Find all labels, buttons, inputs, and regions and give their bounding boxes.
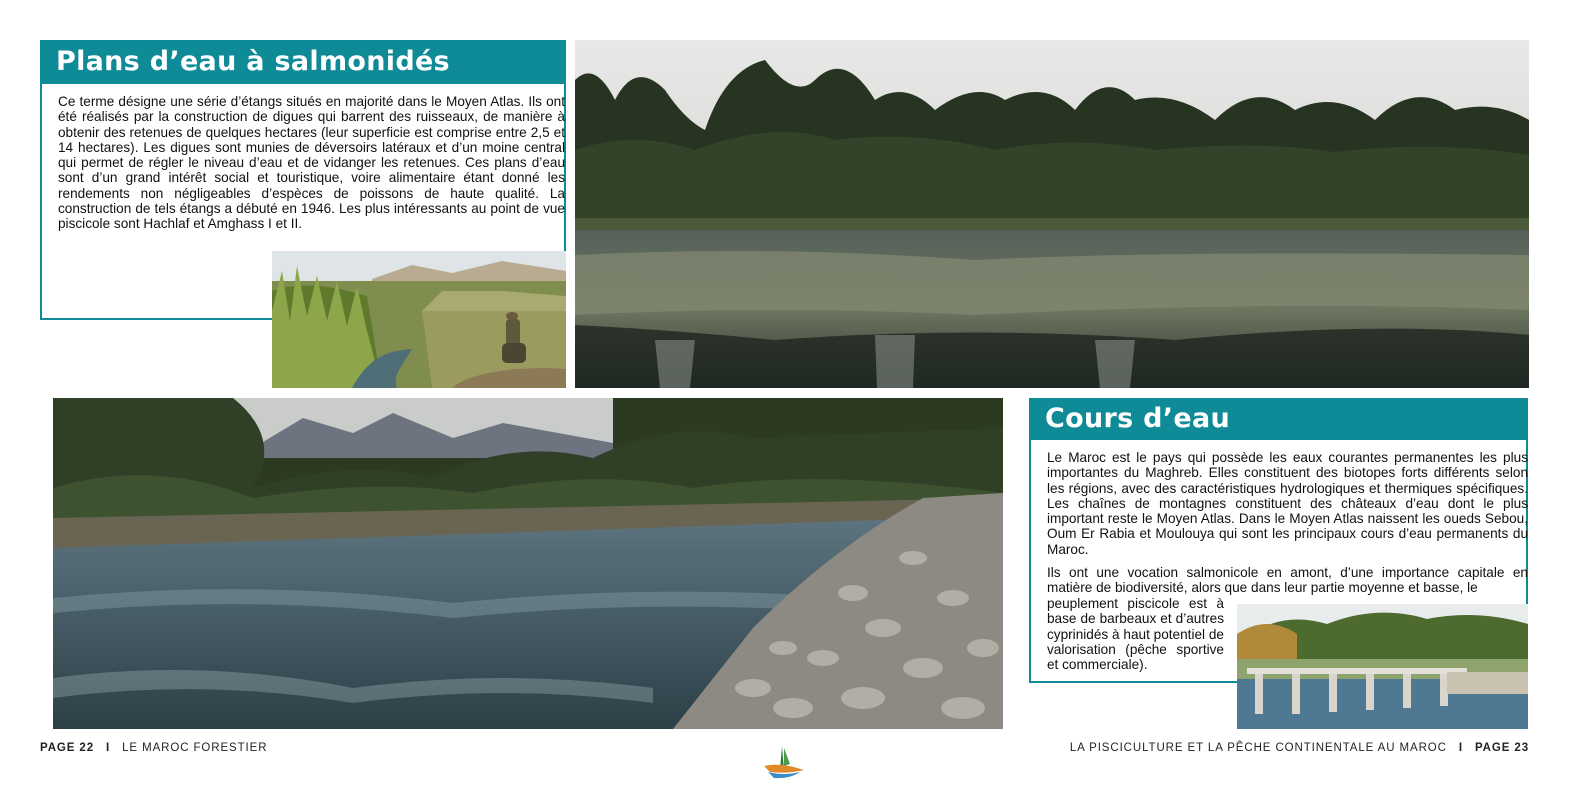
footer-right bbox=[1070, 742, 1529, 754]
bridge-dam-photo bbox=[1237, 604, 1528, 729]
right-panel-title: Cours d’eau bbox=[1029, 398, 1528, 440]
right-panel-paragraph-2-wrap: peuplement piscicole est à base de barbeaux et d’autres cyprinidés à haut potentiel de valorisation (pêche sportive et commerciale). bbox=[1047, 596, 1224, 673]
right-panel-paragraph-2: Ils ont une vocation salmonicole en amont, d’une importance capitale en matière de biodiversité, alors que dans leur partie moyenne et basse, le bbox=[1047, 565, 1528, 596]
footer-left-separator: I bbox=[106, 742, 111, 754]
right-panel-paragraph-1: Le Maroc est le pays qui possède les eaux courantes permanentes les plus importantes du Maghreb. Elles constituent des biotopes forts différents selon les régions, avec des caractéristiques hydrologiques et thermiques spécifiques. Les chaînes de montagnes constituent des châteaux d’eau dont le plus important reste le Moyen Atlas. Dans le Moyen Atlas naissent les oueds Sebou, Oum Er Rabia et Moulouya qui sont les principaux cours d’eau permanents du Maroc. bbox=[1047, 450, 1528, 557]
footer-right-separator: I bbox=[1458, 742, 1463, 754]
left-panel-text: Ce terme désigne une série d’étangs situés en majorité dans le Moyen Atlas. Ils ont été réalisés par la construction de digues qui barrent des ruisseaux, de manière à obtenir des retenues de quelques hectares (leur superficie est comprise entre 2,5 et 14 hectares). Les digues sont munies de déversoirs latéraux et d’un moine central qui permet de régler le niveau d’eau et de vidanger les retenues. Ces plans d’eau sont d’un grand intérêt social et touristique, voire alimentaire étant donné les rendements non négligeables d’espèces de poissons de haute qualité. La construction de tels étangs a débuté en 1946. Les plus intéressants au point de vue piscicole sont Hachlaf et Amghass I et II. bbox=[58, 94, 565, 232]
footer-right-title: LA PISCICULTURE ET LA PÊCHE CONTINENTALE AU MAROC bbox=[1069, 742, 1447, 754]
footer-right-page-number: PAGE 23 bbox=[1474, 742, 1529, 754]
pond-trees-photo bbox=[575, 40, 1529, 388]
angler-stream-photo bbox=[272, 251, 566, 388]
footer-left bbox=[40, 742, 267, 754]
footer-left-title: LE MAROC FORESTIER bbox=[122, 742, 268, 754]
footer-left-page-number: PAGE 22 bbox=[40, 742, 95, 754]
river-stones-photo bbox=[53, 398, 1003, 729]
left-panel-title: Plans d’eau à salmonidés bbox=[40, 40, 566, 84]
publisher-logo bbox=[760, 744, 808, 780]
